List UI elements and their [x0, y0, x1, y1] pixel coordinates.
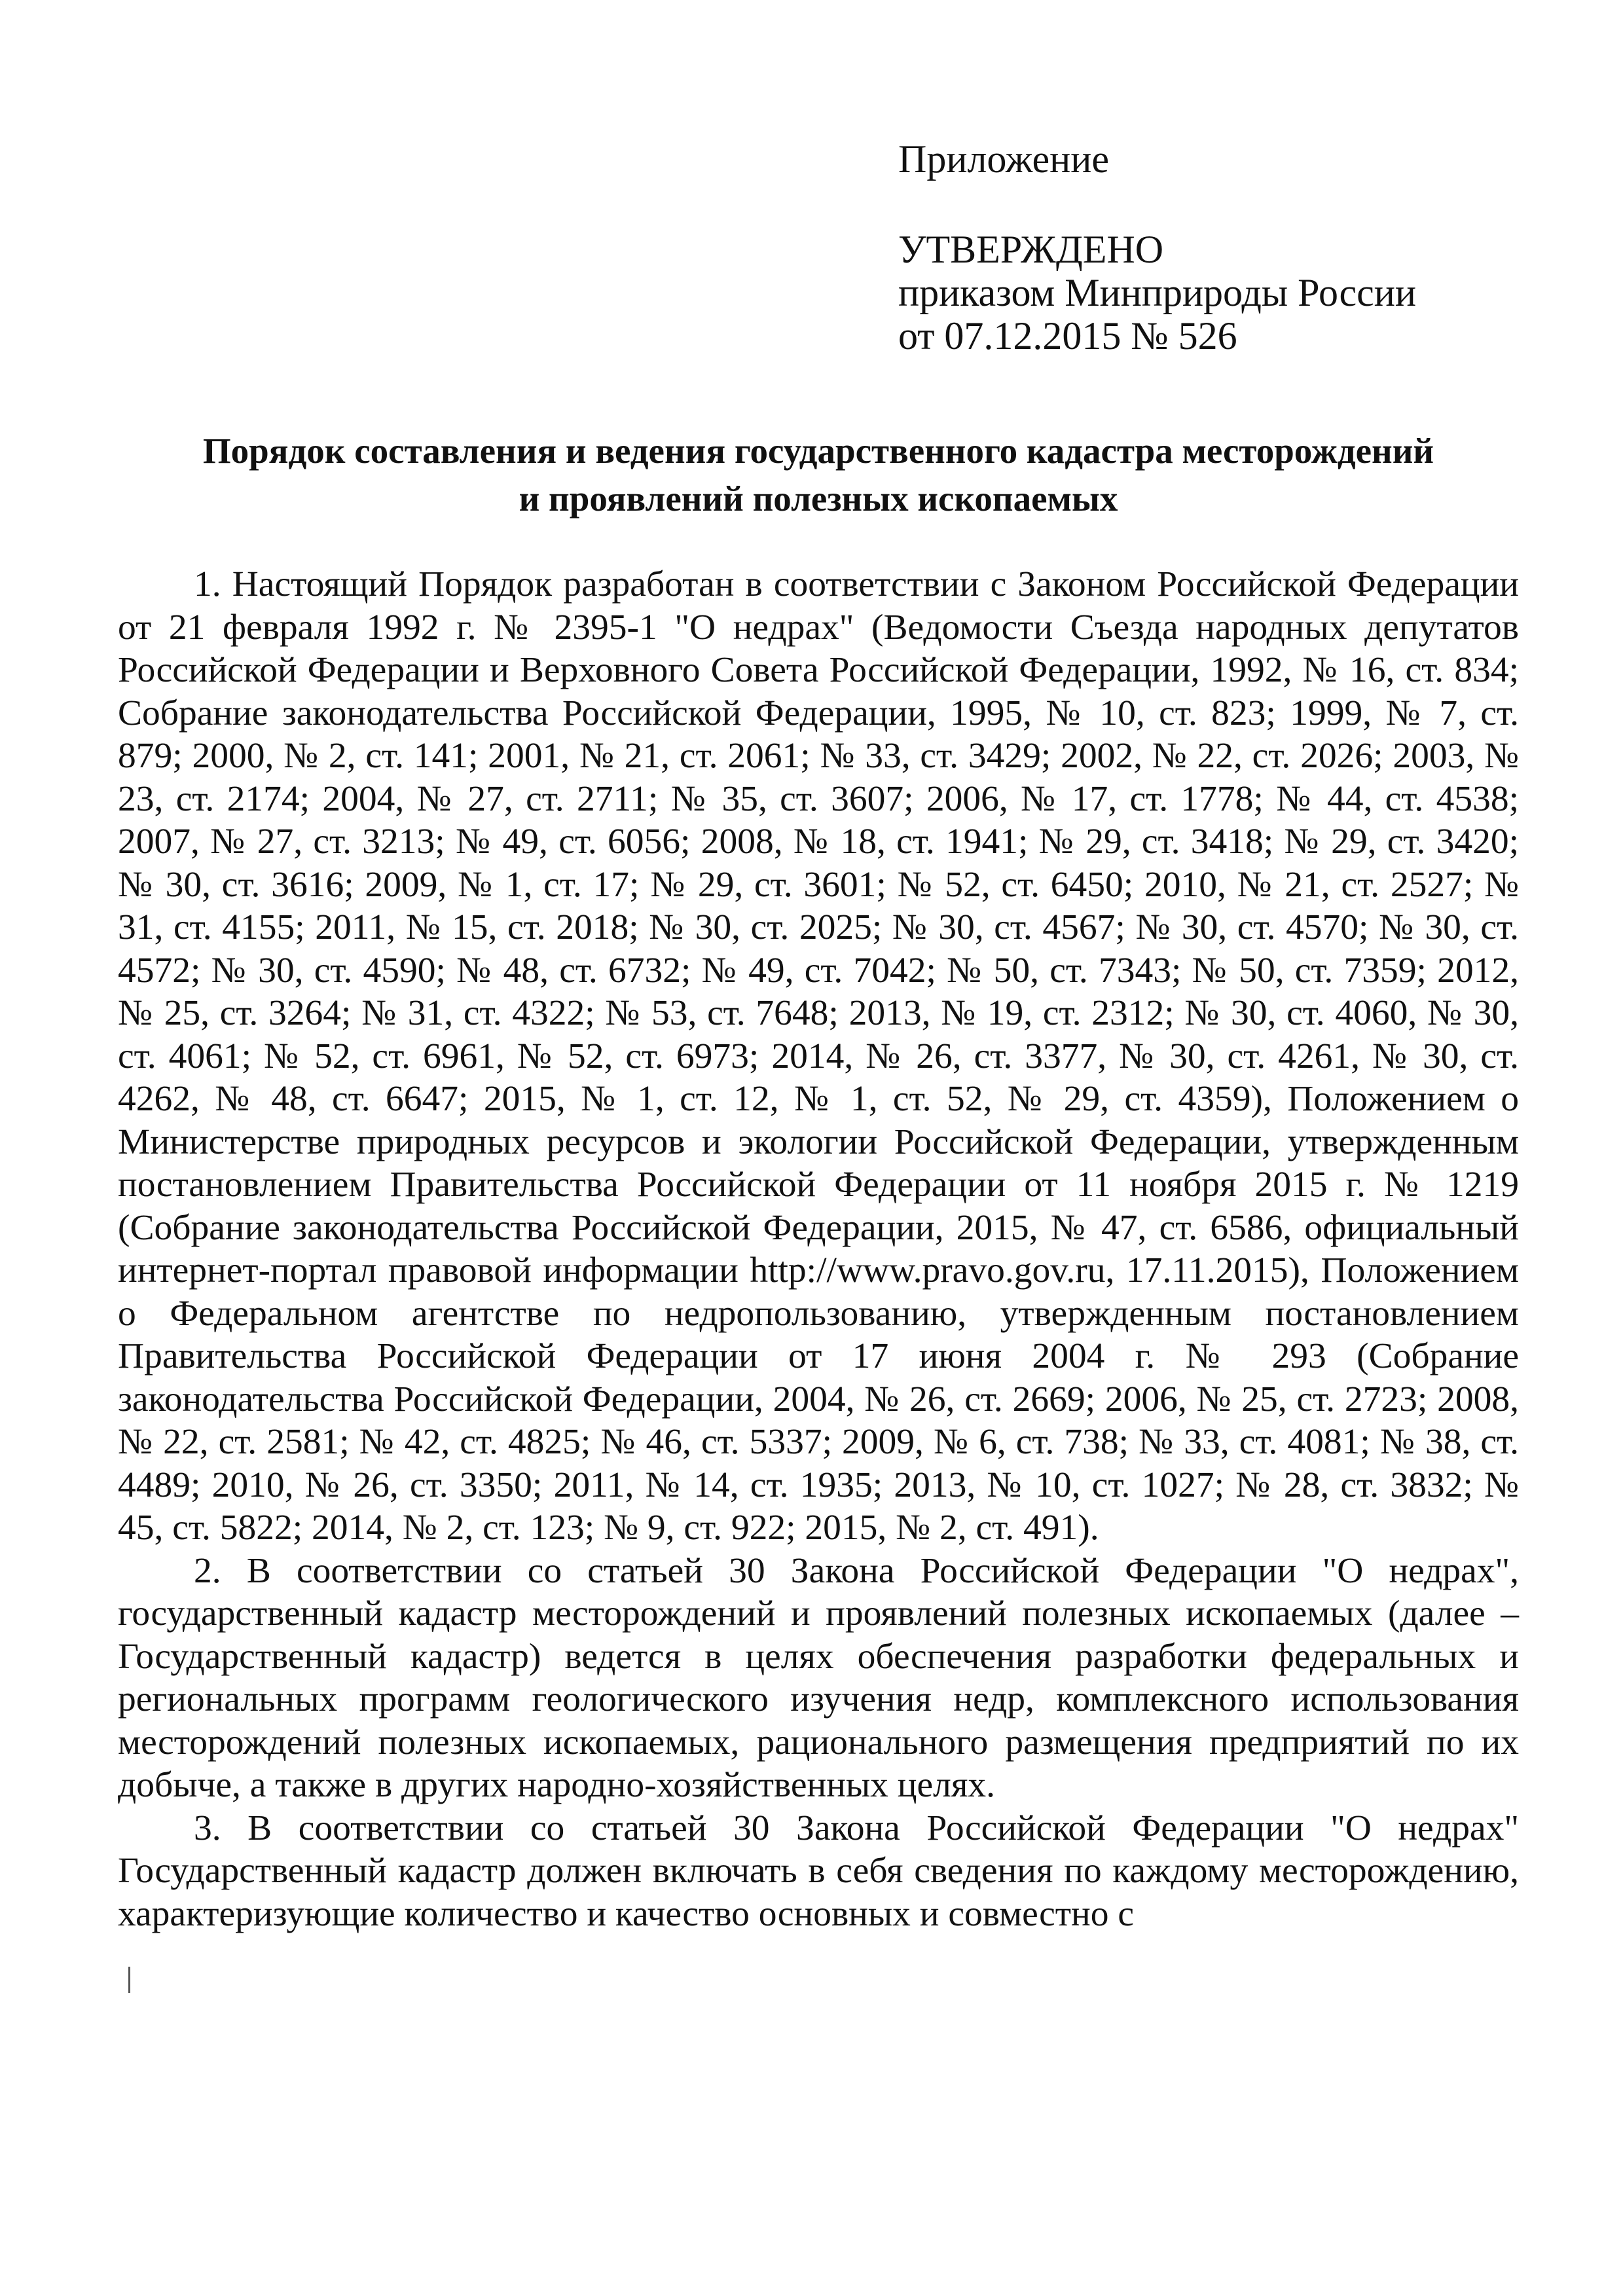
document-title-line2: и проявлений полезных ископаемых [519, 479, 1118, 519]
order-reference-line2: от 07.12.2015 № 526 [898, 314, 1237, 357]
document-body [118, 563, 1519, 1935]
approval-block [898, 137, 1487, 357]
scan-artifact-mark [128, 1967, 130, 1993]
document-title [118, 427, 1519, 522]
approved-stamp-text: УТВЕРЖДЕНО [898, 228, 1164, 271]
paragraph-3: 3. В соответствии со статьей 30 Закона Российской Федерации "О недрах" Государственный кадастр должен включать в себя сведения по каждому месторождению, характеризующие количество и качество основных и совместно с [118, 1808, 1519, 1934]
paragraph-2: 2. В соответствии со статьей 30 Закона Российской Федерации "О недрах", государственный кадастр месторождений и проявлений полезных ископаемых (далее – Государственный кадастр) ведется в целях обеспечения разработки федеральных и региональных программ геологического изучения недр, комплексного использования месторождений полезных ископаемых, рационального размещения предприятий по их добыче, а также в других народно-хозяйственных целях. [118, 1550, 1519, 1805]
paragraph-1: 1. Настоящий Порядок разработан в соответствии с Законом Российской Федерации от 21 февраля 1992 г. № 2395-1 "О недрах" (Ведомости Съезда народных депутатов Российской Федерации и Верховного Совета Российской Федерации, 1992, № 16, ст. 834; Собрание законодательства Российской Федерации, 1995, № 10, ст. 823; 1999, № 7, ст. 879; 2000, № 2, ст. 141; 2001, № 21, ст. 2061; № 33, ст. 3429; 2002, № 22, ст. 2026; 2003, № 23, ст. 2174; 2004, № 27, ст. 2711; № 35, ст. 3607; 2006, № 17, ст. 1778; № 44, ст. 4538; 2007, № 27, ст. 3213; № 49, ст. 6056; 2008, № 18, ст. 1941; № 29, ст. 3418; № 29, ст. 3420; № 30, ст. 3616; 2009, № 1, ст. 17; № 29, ст. 3601; № 52, ст. 6450; 2010, № 21, ст. 2527; № 31, ст. 4155; 2011, № 15, ст. 2018; № 30, ст. 2025; № 30, ст. 4567; № 30, ст. 4570; № 30, ст. 4572; № 30, ст. 4590; № 48, ст. 6732; № 49, ст. 7042; № 50, ст. 7343; № 50, ст. 7359; 2012, № 25, ст. 3264; № 31, ст. 4322; № 53, ст. 7648; 2013, № 19, ст. 2312; № 30, ст. 4060, № 30, ст. 4061; № 52, ст. 6961, № 52, ст. 6973; 2014, № 26, ст. 3377, № 30, ст. 4261, № 30, ст. 4262, № 48, ст. 6647; 2015, № 1, ст. 12, № 1, ст. 52, № 29, ст. 4359), Положением о Министерстве природных ресурсов и экологии Российской Федерации, утвержденным постановлением Правительства Российской Федерации от 11 ноября 2015 г. № 1219 (Собрание законодательства Российской Федерации, 2015, № 47, ст. 6586, официальный интернет-портал правовой информации http://www.pravo.gov.ru, 17.11.2015), Положением о Федеральном агентстве по недропользованию, утвержденным постановлением Правительства Российской Федерации от 17 июня 2004 г. № 293 (Собрание законодательства Российской Федерации, 2004, № 26, ст. 2669; 2006, № 25, ст. 2723; 2008, № 22, ст. 2581; № 42, ст. 4825; № 46, ст. 5337; 2009, № 6, ст. 738; № 33, ст. 4081; № 38, ст. 4489; 2010, № 26, ст. 3350; 2011, № 14, ст. 1935; 2013, № 10, ст. 1027; № 28, ст. 3832; № 45, ст. 5822; 2014, № 2, ст. 123; № 9, ст. 922; 2015, № 2, ст. 491). [118, 564, 1519, 1548]
document-title-line1: Порядок составления и ведения государственного кадастра месторождений [202, 431, 1434, 471]
appendix-label: Приложение [898, 137, 1110, 181]
order-reference-line1: приказом Минприроды России [898, 271, 1417, 314]
